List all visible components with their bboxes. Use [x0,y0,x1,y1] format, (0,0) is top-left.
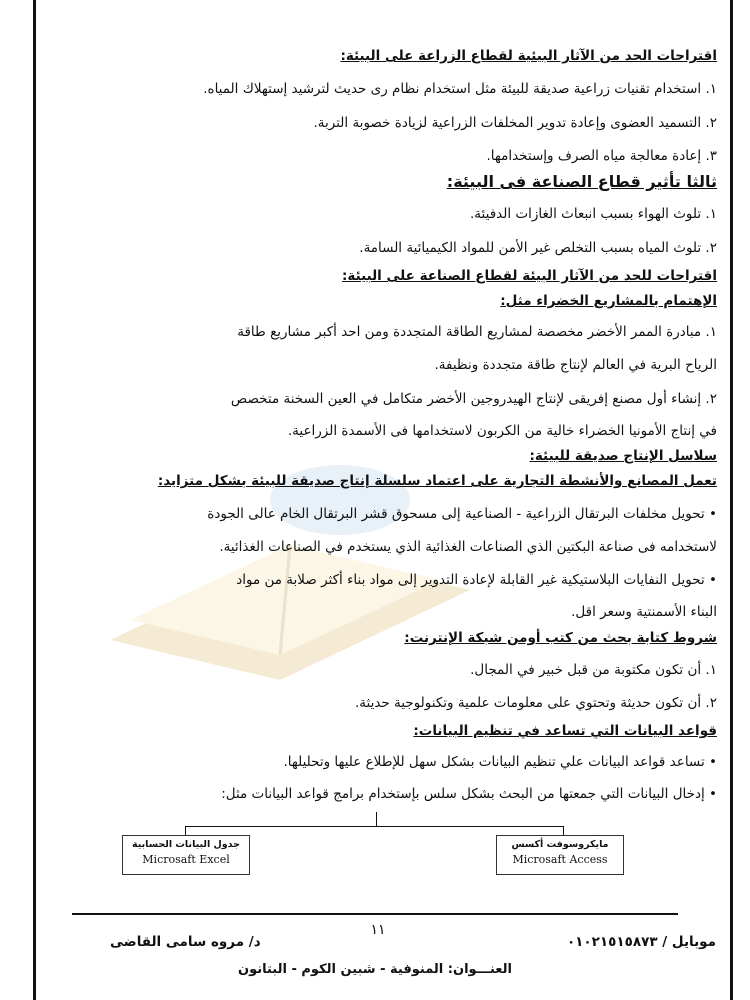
list-item: ٢. أن تكون حديثة وتحتوي على معلومات علمية وتكنولوجية حديثة. [354,695,717,711]
heading-databases: قواعد البيانات التي تساعد في تنظيم البيانات: [413,723,717,739]
list-item: ١. أن تكون مكتوبة من قبل خبير في المجال. [470,662,717,678]
access-box [496,835,624,875]
list-item: ٣. إعادة معالجة مياه الصرف وإستخدامها. [486,148,717,164]
excel-box-arabic-label: جدول البيانات الحسابية [131,839,241,850]
page-border-left [33,0,36,1000]
footer-author: د/ مروه سامى القاضى [110,934,261,950]
list-item: ١. تلوث الهواء بسبب انبعاث الغازات الدفيئة. [470,206,717,222]
bullet-item: • تساعد قواعد البيانات علي تنظيم البيانات بشكل سهل للإطلاع عليها وتحليلها. [283,754,717,770]
heading-green-production-chains: سلاسل الإنتاج صديقة للبيئة: [529,448,717,464]
access-box-english-label: Microsaft Access [512,853,608,866]
diagram-connector [185,826,563,827]
heading-industry-impact: ثالثا تأثير قطاع الصناعة فى البيئة: [446,172,717,191]
list-item: ٢. التسميد العضوى وإعادة تدوير المخلفات الزراعية لزيادة خصوبة التربة. [313,115,717,131]
page-border-right [730,0,733,1000]
bullet-item: • تحويل مخلفات البرتقال الزراعية - الصناعية إلى مسحوق قشر البرتقال الخام عالى الجودة [207,506,717,522]
heading-green-projects: الإهتمام بالمشاريع الخضراء مثل: [500,293,717,309]
heading-factories: تعمل المصانع والأنشطة التجارية على اعتماد سلسلة إنتاج صديقة للبيئة بشكل متزايد: [157,473,717,489]
list-item: ١. مبادرة الممر الأخضر مخصصة لمشاريع الطاقة المتجددة ومن احد أكبر مشاريع طاقة [237,324,717,340]
bullet-item-continuation: لاستخدامه فى صناعة البكتين الذي الصناعات الغذائية الذي يستخدم في الصناعات الغذائية. [219,539,717,555]
diagram-connector [376,812,377,826]
heading-agriculture-suggestions: اقتراحات الحد من الآثار البيئية لقطاع الزراعة على البيئة: [340,48,717,64]
page-number: ١١ [370,922,386,938]
list-item-continuation: الرياح البرية في العالم لإنتاج طاقة متجددة ونظيفة. [434,357,717,373]
list-item: ٢. تلوث المياه بسبب التخلص غير الأمن للمواد الكيميائية السامة. [359,240,717,256]
excel-box [122,835,250,875]
footer-phone: موبايل / ٠١٠٢١٥١٥٨٧٣ [566,934,716,950]
list-item-continuation: في إنتاج الأمونيا الخضراء خالية من الكربون لاستخدامها فى الأسمدة الزراعية. [287,423,717,439]
heading-industry-suggestions: اقتراحات للحد من الآثار البيئة لقطاع الصناعة على البيئة: [341,268,717,284]
footer-address: العنـــوان: المنوفية - شبين الكوم - البتانون [237,962,512,977]
list-item: ٢. إنشاء أول مصنع إفريقى لإنتاج الهيدروجين الأخضر متكامل في العين السخنة متخصص [230,391,717,407]
bullet-item-continuation: البناء الأسمنتية وسعر اقل. [571,604,717,620]
bullet-item: • إدخال البيانات التي جمعتها من البحث بشكل سلس بإستخدام برامج قواعد البيانات مثل: [221,786,717,802]
access-box-arabic-label: مايكروسوفت أكسس [511,839,609,850]
bullet-item: • تحويل النفايات البلاستيكية غير القابلة لإعادة التدوير إلى مواد بناء أكثر صلابة من مواد [236,572,717,588]
footer-divider [72,913,678,915]
heading-research-conditions: شروط كتابة بحث من كتب أومن شبكة الإنترنت: [404,630,717,646]
excel-box-english-label: Microsaft Excel [142,853,230,866]
list-item: ١. استخدام تقنيات زراعية صديقة للبيئة مثل استخدام نظام رى حديث لترشيد إستهلاك المياه. [203,81,717,97]
